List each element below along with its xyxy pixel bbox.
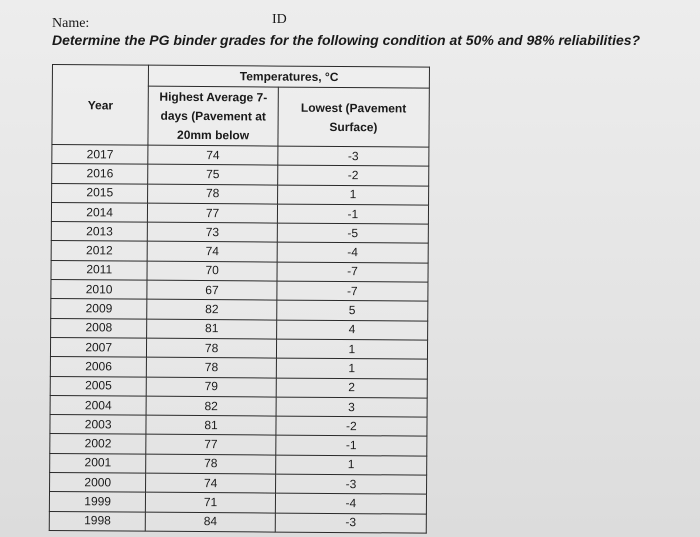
highest-average-cell: 77: [148, 203, 278, 223]
table-row: [50, 434, 427, 456]
highest-average-cell: 70: [147, 261, 277, 281]
lowest-cell: 2: [276, 378, 427, 398]
lowest-cell: 1: [276, 339, 427, 359]
lowest-cell: -4: [275, 493, 426, 513]
highest-average-cell: 81: [147, 319, 277, 339]
table-row: [50, 473, 427, 495]
highest-average-cell: 82: [146, 396, 276, 416]
table-row: [49, 511, 426, 533]
table-row: [51, 299, 428, 321]
year-cell: 2006: [50, 357, 147, 377]
table-row: [51, 202, 428, 224]
lowest-cell: 1: [276, 358, 427, 378]
lowest-cell: -1: [276, 436, 427, 456]
table-row: [51, 241, 428, 263]
highest-average-cell: 73: [148, 222, 278, 242]
year-column-header: Year: [52, 65, 149, 146]
lowest-cell: -4: [277, 243, 428, 263]
highest-average-column-header: Highest Average 7-days (Pavement at 20mm below: [148, 86, 278, 146]
table-row: [50, 453, 427, 475]
lowest-cell: -5: [277, 223, 428, 243]
table-row: [50, 337, 427, 359]
question-text: Determine the PG binder grades for the following condition at 50% and 98% reliabilities?: [52, 32, 641, 48]
year-cell: 2012: [51, 241, 148, 261]
table-row: [52, 145, 429, 167]
highest-average-cell: 74: [146, 473, 276, 493]
lowest-cell: 1: [277, 185, 428, 205]
lowest-cell: -7: [277, 262, 428, 282]
year-cell: 2010: [51, 280, 148, 300]
year-cell: 2011: [51, 260, 148, 280]
lowest-cell: 4: [276, 320, 427, 340]
temperature-table: [49, 64, 430, 534]
lowest-cell: -3: [275, 513, 426, 533]
lowest-cell: 3: [276, 397, 427, 417]
lowest-cell: 5: [277, 300, 428, 320]
highest-average-cell: 67: [147, 280, 277, 300]
worksheet-header: [52, 12, 692, 52]
year-cell: 2009: [51, 299, 148, 319]
table-row: [52, 183, 429, 205]
year-cell: 2004: [50, 395, 147, 415]
table-row: [51, 260, 428, 282]
year-cell: 2000: [50, 473, 147, 493]
table-row: [49, 492, 426, 514]
id-label: ID: [272, 12, 287, 27]
lowest-cell: -2: [276, 416, 427, 436]
lowest-cell: 1: [275, 455, 426, 475]
lowest-cell: -2: [277, 165, 428, 185]
lowest-cell: -3: [275, 474, 426, 494]
highest-average-cell: 71: [146, 493, 276, 513]
year-cell: 2003: [50, 415, 147, 435]
year-cell: 2001: [50, 453, 147, 473]
lowest-cell: -7: [277, 281, 428, 301]
table-row: [51, 318, 428, 340]
highest-average-cell: 77: [146, 435, 276, 455]
lowest-cell: -3: [278, 146, 429, 166]
year-cell: 2015: [52, 183, 149, 203]
highest-average-cell: 81: [146, 415, 276, 435]
table-row: [50, 415, 427, 437]
year-cell: 2017: [52, 145, 149, 165]
year-cell: 1999: [49, 492, 146, 512]
year-cell: 2002: [50, 434, 147, 454]
highest-average-cell: 78: [147, 338, 277, 358]
temperatures-group-header: Temperatures, °C: [149, 65, 430, 88]
year-cell: 1998: [49, 511, 146, 531]
highest-average-cell: 79: [147, 377, 277, 397]
year-cell: 2008: [51, 318, 148, 338]
year-cell: 2007: [50, 337, 147, 357]
name-label: Name:: [52, 16, 90, 31]
year-cell: 2013: [51, 222, 148, 242]
highest-average-cell: 82: [147, 300, 277, 320]
year-cell: 2016: [52, 164, 149, 184]
highest-average-cell: 84: [146, 512, 276, 532]
table-row: [50, 376, 427, 398]
table-row: [51, 280, 428, 302]
table-row: [50, 357, 427, 379]
highest-average-cell: 74: [148, 145, 278, 165]
highest-average-cell: 75: [148, 164, 278, 184]
temperature-table-body: [49, 145, 429, 534]
temperature-table-sheet: [49, 64, 430, 530]
year-cell: 2014: [51, 202, 148, 222]
highest-average-cell: 78: [148, 184, 278, 204]
table-row: [50, 395, 427, 417]
lowest-column-header: Lowest (Pavement Surface): [278, 87, 430, 147]
lowest-cell: -1: [277, 204, 428, 224]
highest-average-cell: 78: [146, 454, 276, 474]
highest-average-cell: 78: [147, 357, 277, 377]
highest-average-cell: 74: [148, 242, 278, 262]
table-row: [51, 222, 428, 244]
table-row: [52, 164, 429, 186]
year-cell: 2005: [50, 376, 147, 396]
